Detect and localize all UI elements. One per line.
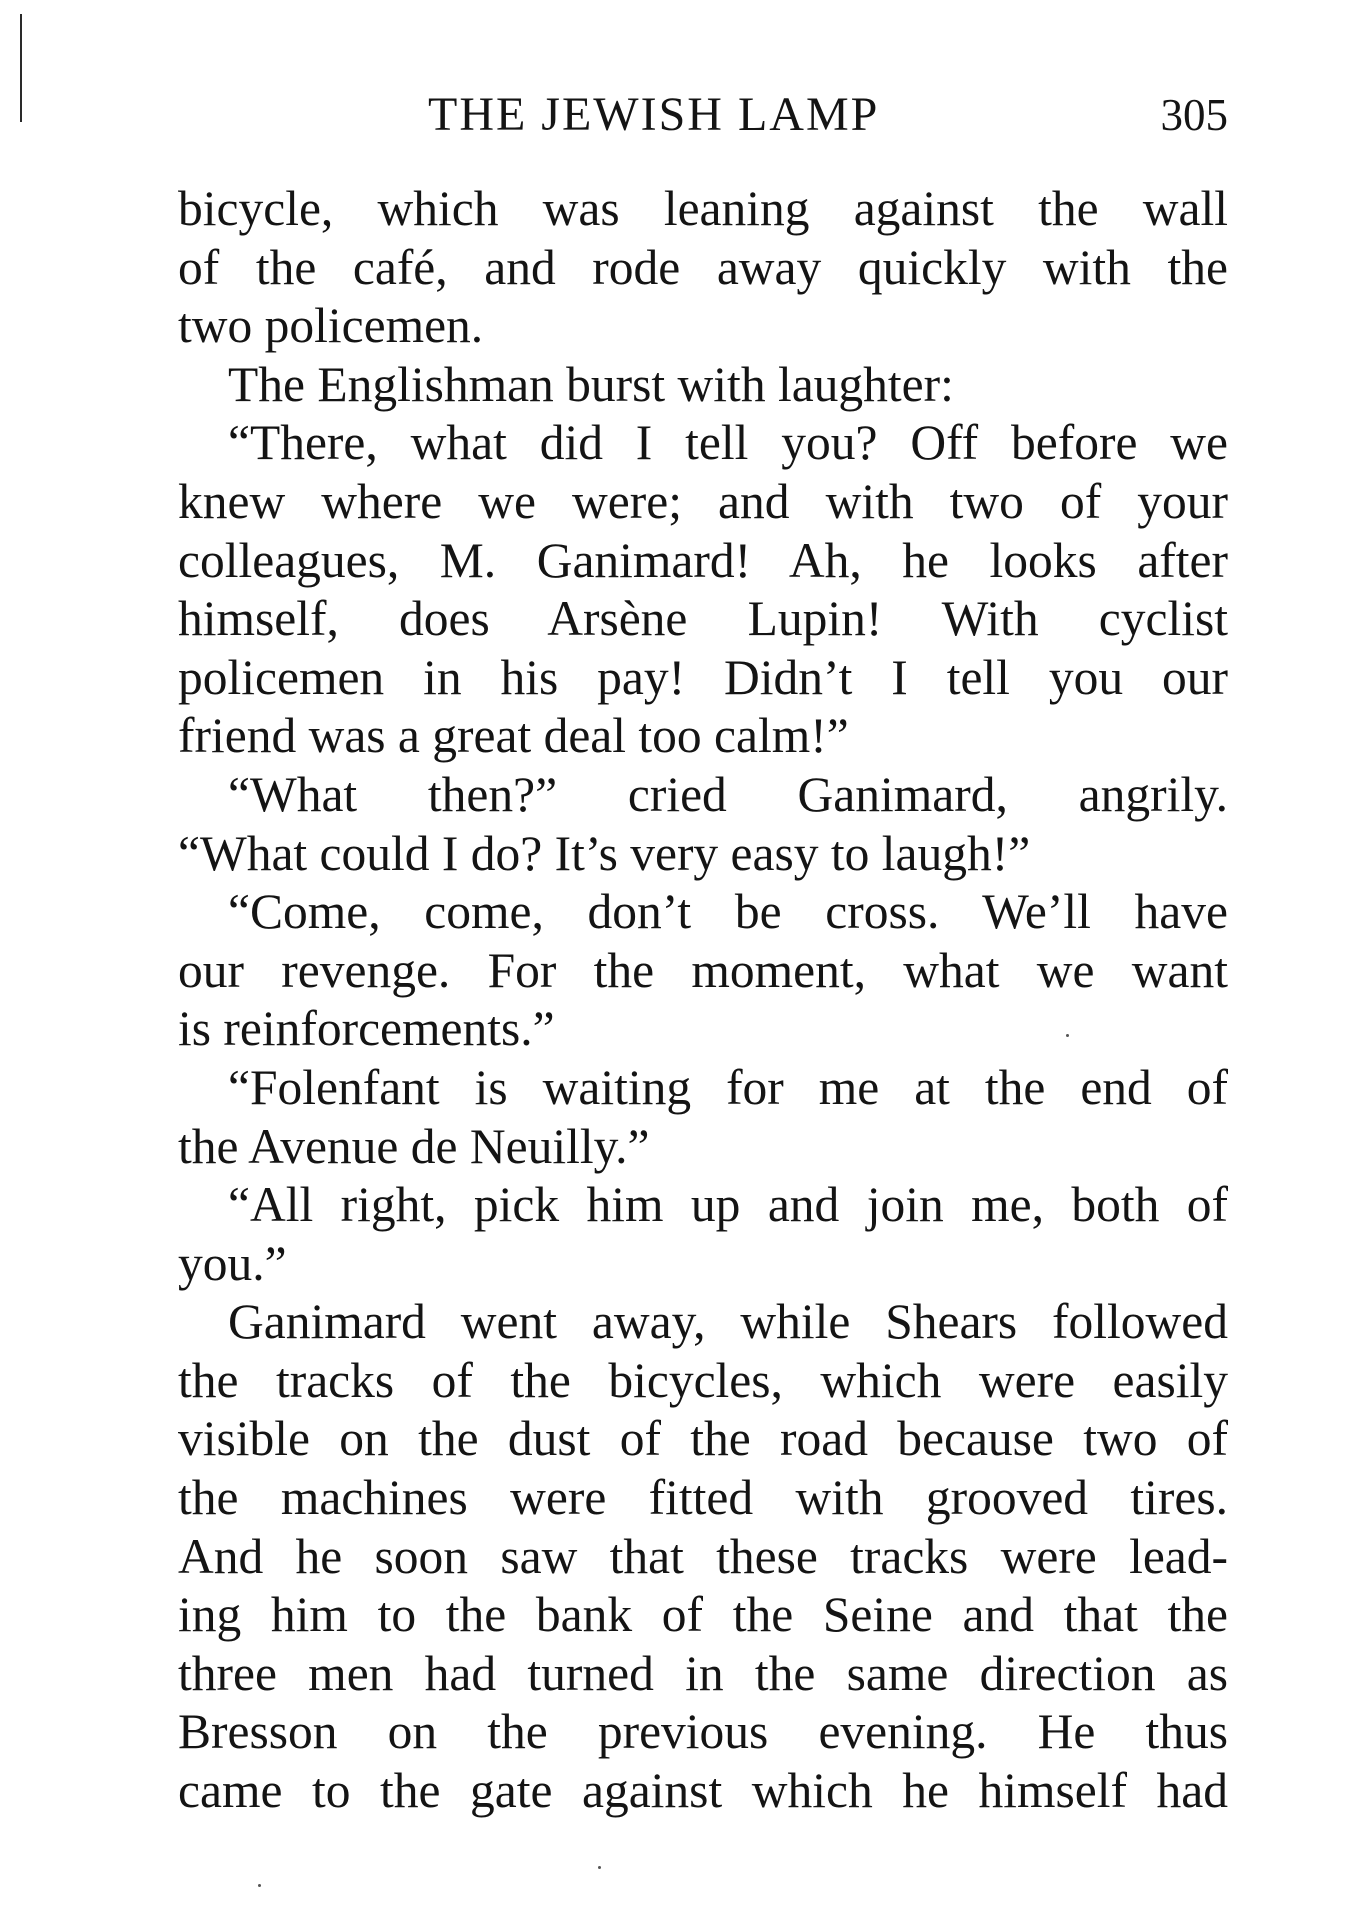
text-line: “Folenfant is waiting for me at the end of xyxy=(228,1059,1228,1115)
running-head xyxy=(178,80,1228,150)
paper-speck xyxy=(258,1884,261,1887)
text-line: two policemen. xyxy=(178,298,484,354)
text-line: colleagues, M. Ganimard! Ah, he looks after xyxy=(178,532,1228,588)
page-number: 305 xyxy=(1160,90,1228,140)
text-line: the Avenue de Neuilly.” xyxy=(178,1118,650,1174)
text-line: Bresson on the previous evening. He thus xyxy=(178,1704,1228,1760)
paper-speck xyxy=(598,1866,601,1869)
text-line: Ganimard went away, while Shears followed xyxy=(228,1294,1228,1350)
text-line: ing him to the bank of the Seine and that the xyxy=(178,1587,1228,1643)
paper-speck xyxy=(1066,1034,1069,1037)
text-line: our revenge. For the moment, what we want xyxy=(178,942,1228,998)
text-line: “Come, come, don’t be cross. We’ll have xyxy=(228,884,1228,940)
body-text xyxy=(178,180,1228,1821)
text-line: bicycle, which was leaning against the wall xyxy=(178,181,1228,236)
margin-rule xyxy=(20,14,22,122)
text-line: policemen in his pay! Didn’t I tell you our xyxy=(178,649,1228,705)
text-line: “What then?” cried Ganimard, angrily. xyxy=(228,766,1228,822)
text-line: you.” xyxy=(178,1235,287,1291)
text-line: “All right, pick him up and join me, both of xyxy=(228,1177,1228,1233)
text-line: is reinforcements.” xyxy=(178,1001,555,1057)
text-line: himself, does Arsène Lupin! With cyclist xyxy=(178,591,1228,647)
text-line: visible on the dust of the road because two of xyxy=(178,1411,1228,1467)
text-line: And he soon saw that these tracks were lead- xyxy=(178,1528,1228,1584)
text-line: “There, what did I tell you? Off before we xyxy=(228,415,1228,471)
text-line: the tracks of the bicycles, which were easily xyxy=(178,1352,1228,1408)
text-line: came to the gate against which he himself had xyxy=(178,1763,1228,1819)
text-line: knew where we were; and with two of your xyxy=(178,473,1228,529)
text-line: three men had turned in the same direction as xyxy=(178,1645,1228,1701)
text-line: friend was a great deal too calm!” xyxy=(178,708,849,764)
text-line: “What could I do? It’s very easy to laugh!” xyxy=(178,825,1031,881)
text-line: of the café, and rode away quickly with the xyxy=(178,239,1228,295)
text-line: the machines were fitted with grooved tires. xyxy=(178,1470,1228,1526)
text-line: The Englishman burst with laughter: xyxy=(228,356,954,412)
running-title: THE JEWISH LAMP xyxy=(428,88,880,141)
